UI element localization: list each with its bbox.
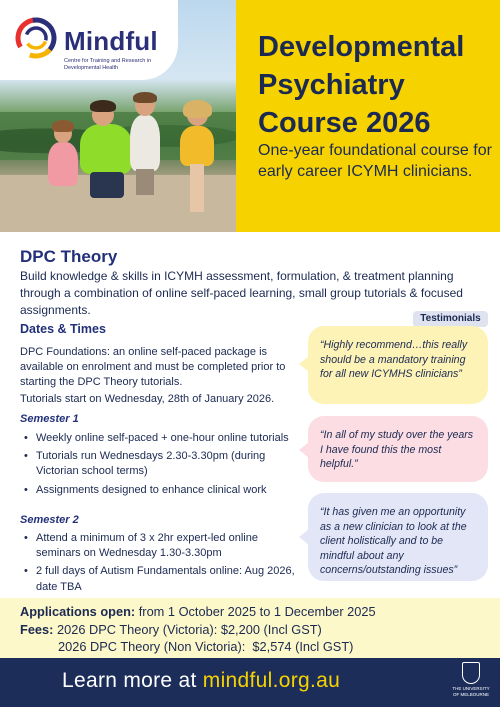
website-link[interactable]: mindful.org.au bbox=[202, 669, 341, 692]
testimonials-label: Testimonials bbox=[413, 311, 488, 327]
university-name: THE UNIVERSITY OF MELBOURNE bbox=[452, 686, 490, 697]
list-item: • Weekly online self-paced + one-hour online tutorials bbox=[20, 431, 296, 446]
semester-2-label: Semester 2 bbox=[20, 514, 79, 526]
testimonial-quote bbox=[308, 493, 488, 581]
semester-1-label: Semester 1 bbox=[20, 413, 79, 425]
list-item: • 2 full days of Autism Fundamentals online: Aug 2026, date TBA bbox=[20, 564, 296, 594]
applications-label: Applications open: bbox=[20, 604, 136, 619]
tutorials-start-text: Tutorials start on Wednesday, 28th of January 2026. bbox=[20, 393, 275, 405]
theory-intro: Build knowledge & skills in ICYMH assessment, formulation, & treatment planning through a combination of online self-paced learning, small group tutorials & focused assignments. bbox=[20, 269, 463, 317]
university-crest-icon bbox=[462, 662, 480, 684]
title-panel bbox=[236, 0, 500, 232]
mindful-logo-icon bbox=[14, 16, 58, 60]
fees-label: Fees: bbox=[20, 622, 54, 637]
university-logo[interactable] bbox=[450, 662, 492, 704]
semester-2-list bbox=[20, 531, 296, 598]
fees-line bbox=[20, 622, 322, 637]
course-tagline: One-year foundational course for early career ICYMH clinicians. bbox=[258, 142, 492, 180]
list-item: • Assignments designed to enhance clinical work bbox=[20, 483, 296, 498]
foundations-text: DPC Foundations: an online self-paced package is available on enrolment and must be completed prior to starting the DPC Theory tutorials. bbox=[20, 346, 286, 389]
section-heading-dates-times: Dates & Times bbox=[20, 322, 106, 336]
testimonial-text: “It has given me an opportunity as a new clinician to look at the client holistically and to be mindful about any concerns/outstanding issues” bbox=[320, 506, 467, 576]
mindful-logo[interactable] bbox=[0, 0, 178, 80]
list-item: • Tutorials run Wednesdays 2.30-3.30pm (during Victorian school terms) bbox=[20, 449, 296, 479]
applications-dates: from 1 October 2025 to 1 December 2025 bbox=[138, 604, 376, 619]
learn-more-cta bbox=[62, 669, 340, 693]
semester-1-list bbox=[20, 431, 296, 501]
section-heading-dpc-theory: DPC Theory bbox=[20, 247, 118, 266]
fee-non-victoria: 2026 DPC Theory (Non Victoria): $2,574 (Incl GST) bbox=[58, 639, 354, 654]
applications-fees-panel bbox=[0, 598, 500, 658]
child-figure-pink bbox=[48, 142, 78, 186]
testimonial-quote bbox=[308, 416, 488, 482]
list-item: • Attend a minimum of 3 x 2hr expert-led online seminars on Wednesday 1.30-3.30pm bbox=[20, 531, 296, 561]
applications-line bbox=[20, 604, 376, 619]
brand-name: Mindful bbox=[64, 26, 158, 56]
child-figure-green bbox=[80, 124, 132, 174]
fee-victoria: 2026 DPC Theory (Victoria): $2,200 (Incl GST) bbox=[57, 622, 322, 637]
testimonial-text: “In all of my study over the years I have found this the most helpful.” bbox=[320, 429, 474, 470]
hero-banner bbox=[0, 0, 500, 232]
footer-banner bbox=[0, 658, 500, 707]
brand-subtitle: Centre for Training and Research in Developmental Health bbox=[64, 58, 152, 71]
page-title: Developmental Psychiatry Course 2026 bbox=[258, 31, 465, 139]
cta-prefix: Learn more at bbox=[62, 669, 197, 692]
testimonial-text: “Highly recommend…this really should be a mandatory training for all new ICYMHS clinicians” bbox=[320, 339, 468, 380]
child-figure-yellow bbox=[180, 126, 214, 166]
child-figure-white bbox=[130, 115, 160, 171]
testimonial-quote bbox=[308, 326, 488, 404]
